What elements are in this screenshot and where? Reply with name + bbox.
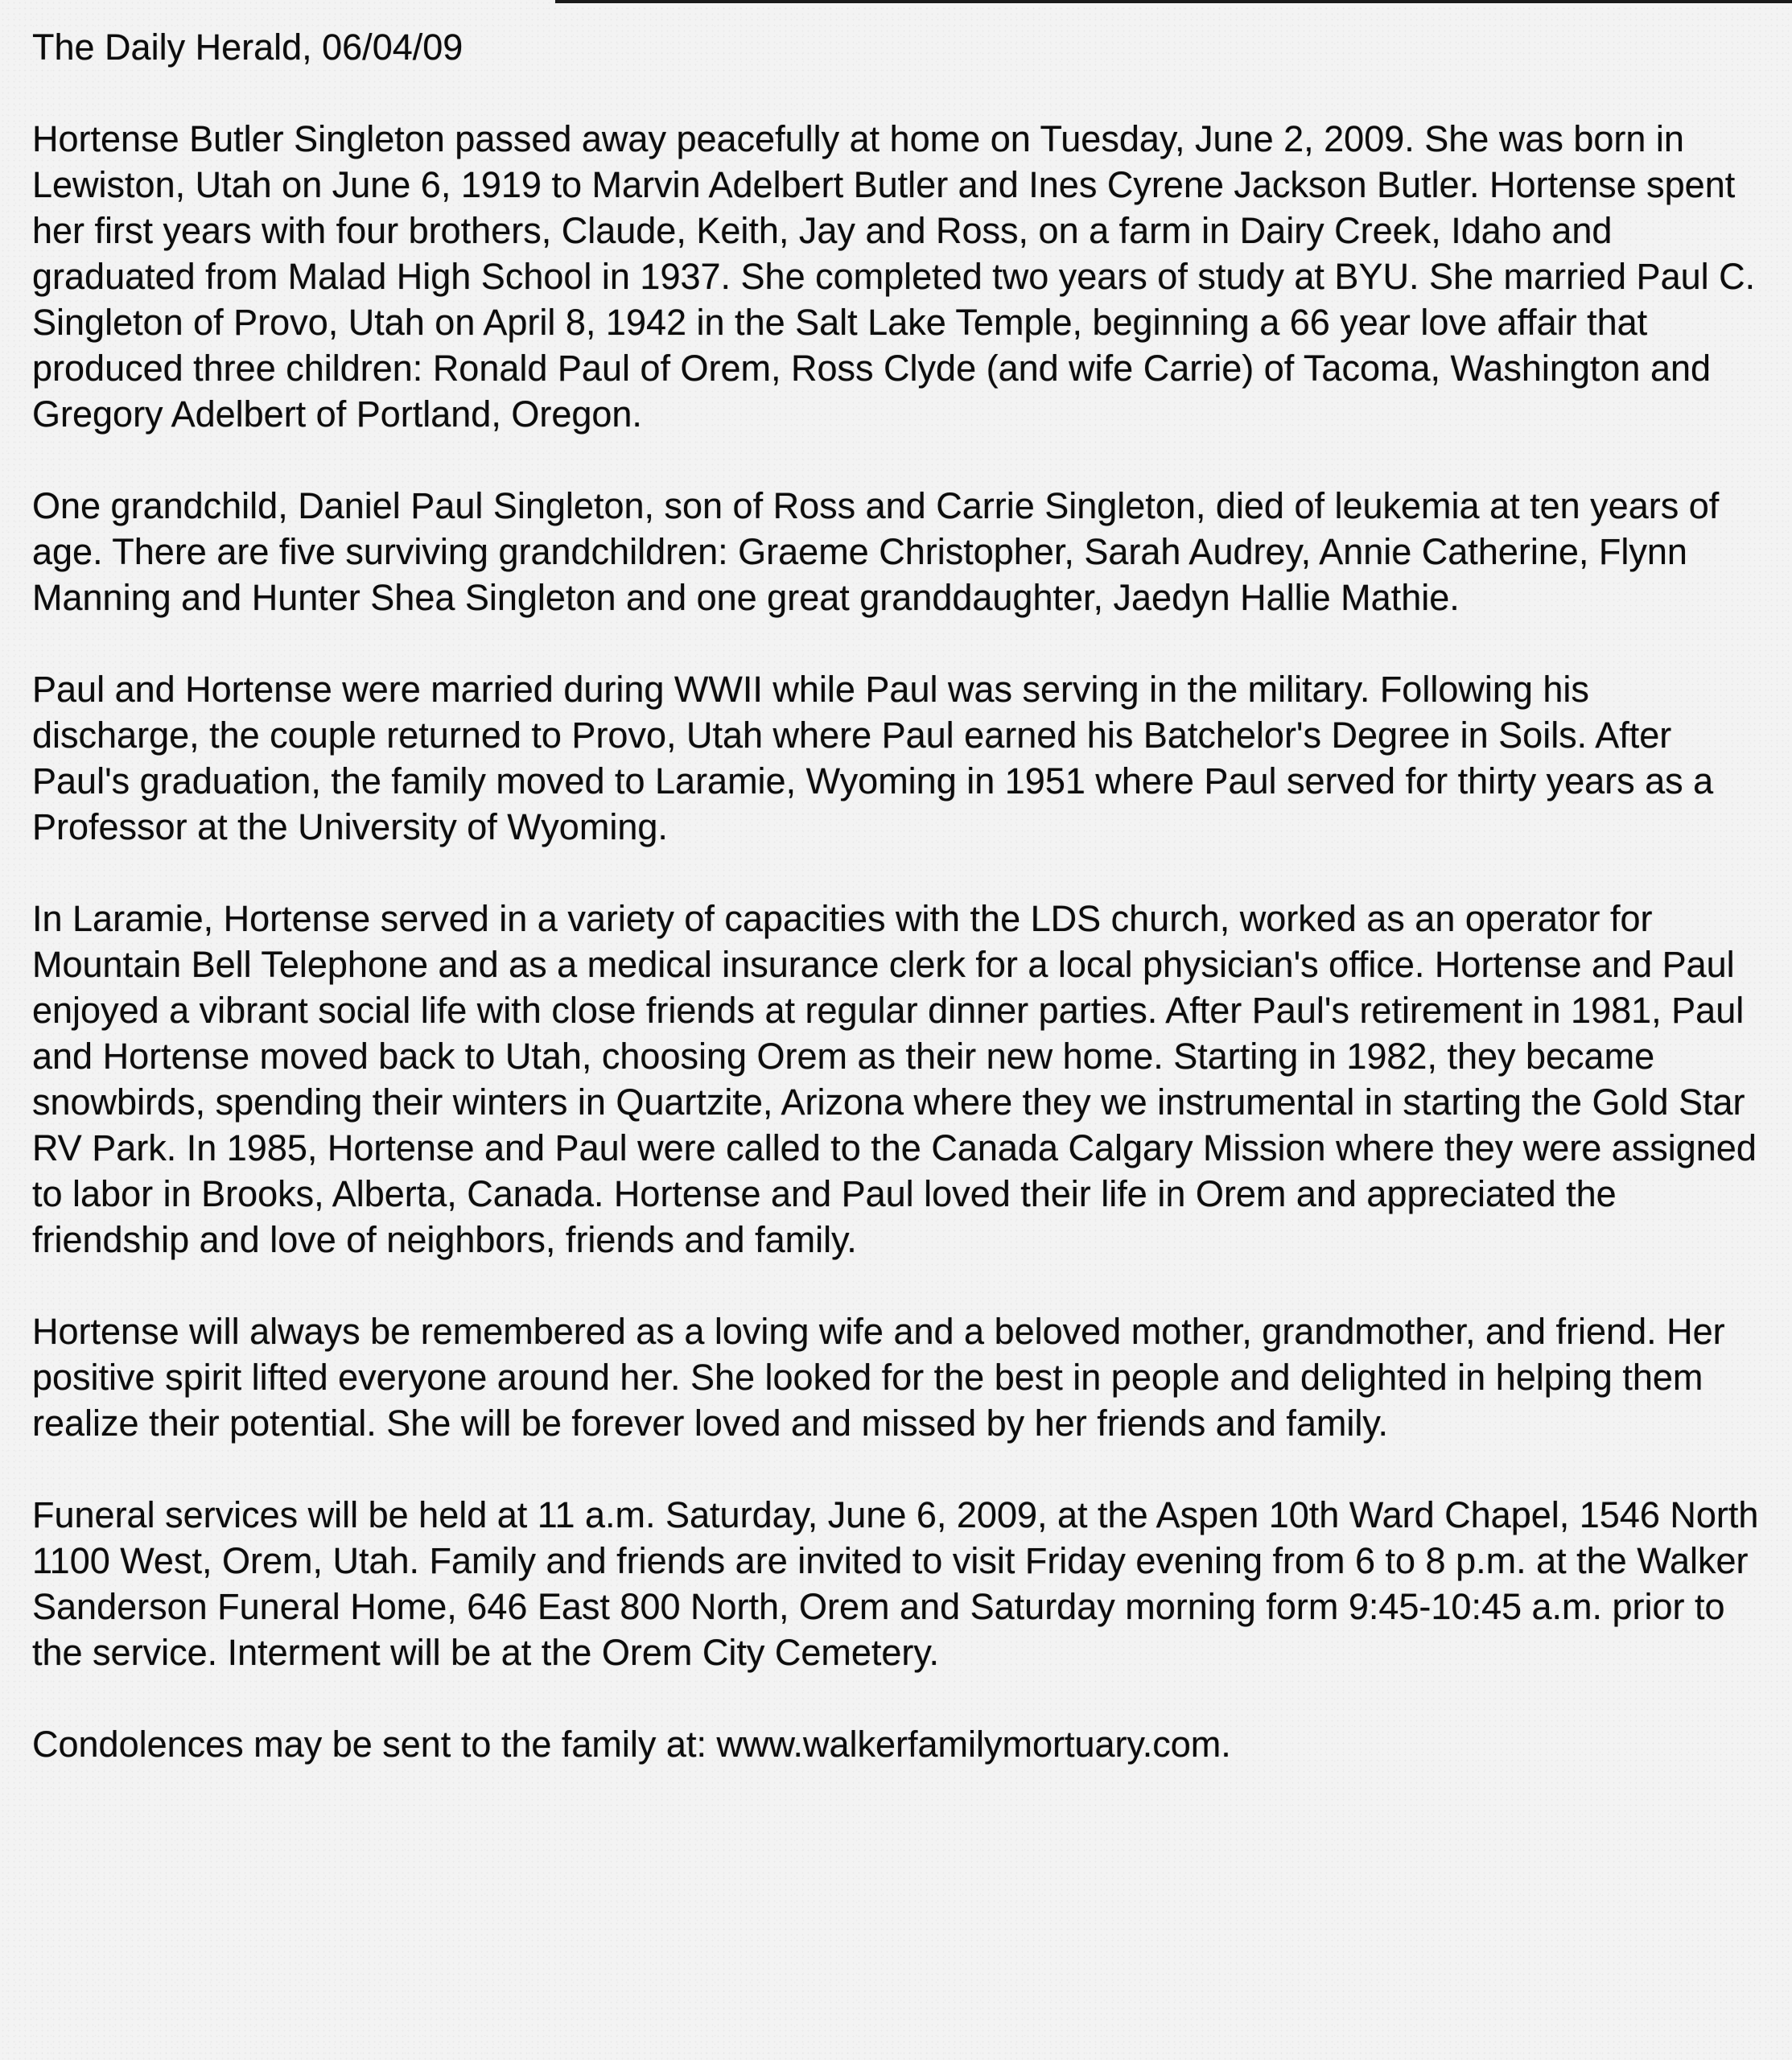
top-rule (555, 0, 1792, 3)
obituary-article (32, 24, 1762, 1767)
paragraph-funeral-services: Funeral services will be held at 11 a.m. Saturday, June 6, 2009, at the Aspen 10th Ward Chapel, 1546 North 1100 West, Orem, Utah. Family and friends are invited to visit Friday evening from 6 to 8 p.m. at the Walker Sanderson Funeral Home, 646 East 800 North, Orem and Saturday morning form 9:45-10:45 a.m. prior to the service. Interment will be at the Orem City Cemetery. (32, 1494, 1759, 1673)
paragraph-biography: Hortense Butler Singleton passed away peacefully at home on Tuesday, June 2, 2009. She was born in Lewiston, Utah on June 6, 1919 to Marvin Adelbert Butler and Ines Cyrene Jackson Butler. Hortense spent her first years with four brothers, Claude, Keith, Jay and Ross, on a farm in Dairy Creek, Idaho and graduated from Malad High School in 1937. She completed two years of study at BYU. She married Paul C. Singleton of Provo, Utah on April 8, 1942 in the Salt Lake Temple, beginning a 66 year love affair that produced three children: Ronald Paul of Orem, Ross Clyde (and wife Carrie) of Tacoma, Washington and Gregory Adelbert of Portland, Oregon. (32, 118, 1756, 435)
paragraph-laramie-life: In Laramie, Hortense served in a variety of capacities with the LDS church, worked as an operator for Mountain Bell Telephone and as a medical insurance clerk for a local physician's office. Hortense and Paul enjoyed a vibrant social life with close friends at regular dinner parties. After Paul's retirement in 1981, Paul and Hortense moved back to Utah, choosing Orem as their new home. Starting in 1982, they became snowbirds, spending their winters in Quartzite, Arizona where they we instrumental in starting the Gold Star RV Park. In 1985, Hortense and Paul were called to the Canada Calgary Mission where they were assigned to labor in Brooks, Alberta, Canada. Hortense and Paul loved their life in Orem and appreciated the friendship and love of neighbors, friends and family. (32, 898, 1757, 1260)
paragraph-remembrance: Hortense will always be remembered as a loving wife and a beloved mother, grandmother, and friend. Her positive spirit lifted everyone around her. She looked for the best in people and delighted in helping them realize their potential. She will be forever loved and missed by her friends and family. (32, 1311, 1725, 1444)
paragraph-condolences: Condolences may be sent to the family at: www.walkerfamilymortuary.com. (32, 1724, 1231, 1765)
paragraph-marriage-career: Paul and Hortense were married during WWII while Paul was serving in the military. Following his discharge, the couple returned to Provo, Utah where Paul earned his Batchelor's Degree in Soils. After Paul's graduation, the family moved to Laramie, Wyoming in 1951 where Paul served for thirty years as a Professor at the University of Wyoming. (32, 669, 1714, 847)
paragraph-grandchildren: One grandchild, Daniel Paul Singleton, son of Ross and Carrie Singleton, died of leukemia at ten years of age. There are five surviving grandchildren: Graeme Christopher, Sarah Audrey, Annie Catherine, Flynn Manning and Hunter Shea Singleton and one great granddaughter, Jaedyn Hallie Mathie. (32, 485, 1720, 618)
publication-header: The Daily Herald, 06/04/09 (32, 27, 463, 68)
